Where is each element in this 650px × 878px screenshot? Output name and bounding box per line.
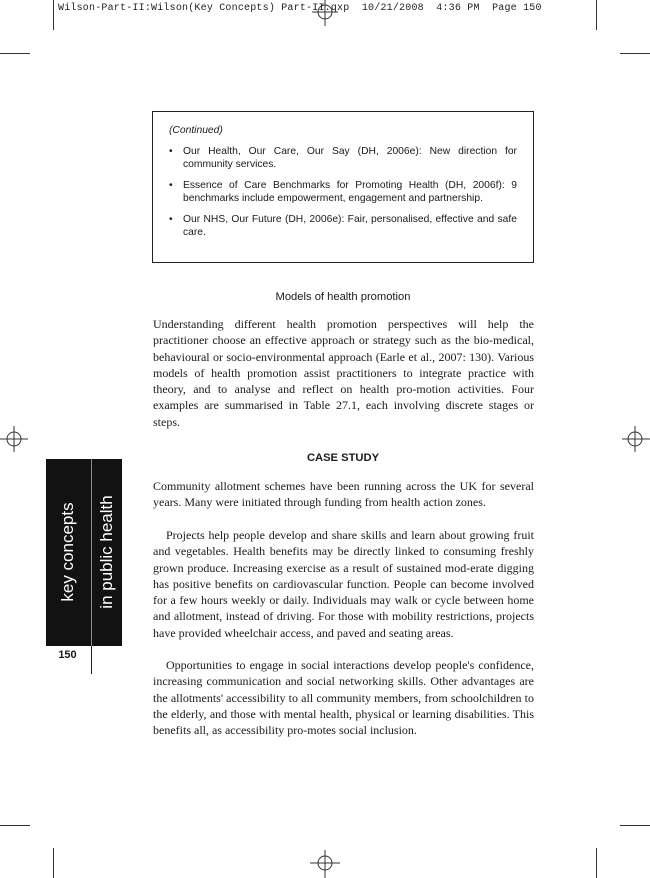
continued-policy-box bbox=[152, 111, 534, 263]
case-study-paragraph: Projects help people develop and share skills and learn about growing fruit and vegetables. Health benefits may be directly linked to consuming freshly grown produce. Increasing exercise as a result of sustained mod-erate digging has positive benefits on cardiovascular function. People can become involved for a few hours weekly or daily. Individuals may walk or cycle between home and allotment, instead of driving. For those with mobility restrictions, projects have provided wheelchair access, and paved and seating areas. bbox=[153, 528, 534, 640]
print-slug-line: Wilson-Part-II:Wilson(Key Concepts) Part-II.qxp 10/21/2008 4:36 PM Page 150 bbox=[58, 3, 542, 14]
section-heading: Models of health promotion bbox=[275, 291, 411, 303]
registration-mark-left-icon bbox=[0, 424, 30, 454]
policy-list-item: • Our Health, Our Care, Our Say (DH, 2006e): New direction for community services. bbox=[169, 145, 517, 171]
page-number-rule bbox=[91, 646, 92, 674]
crop-mark-top-right-h bbox=[620, 53, 650, 54]
case-study-paragraph: Community allotment schemes have been running across the UK for several years. Many were initiated through funding from health action zones. bbox=[153, 479, 534, 510]
registration-mark-right-icon bbox=[620, 424, 650, 454]
crop-mark-bottom-left-h bbox=[0, 825, 30, 826]
crop-mark-top-left-h bbox=[0, 53, 30, 54]
case-study-heading: CASE STUDY bbox=[306, 452, 380, 464]
crop-mark-bottom-right-h bbox=[620, 825, 650, 826]
crop-mark-bottom-right-v bbox=[596, 848, 597, 878]
book-series-side-tab bbox=[46, 459, 122, 646]
policy-list bbox=[169, 145, 517, 239]
case-study-paragraph: Opportunities to engage in social interactions develop people's confidence, increasing communication and social networking skills. Other advantages are the allotments' accessibility to all community members, from schoolchildren to the elderly, and those with mental health, physical or learning disabilities. This benefits all, as accessibility pro-motes social inclusion. bbox=[153, 658, 534, 738]
registration-mark-bottom-icon bbox=[310, 848, 340, 878]
continued-label: (Continued) bbox=[169, 125, 223, 136]
policy-list-item: • Our NHS, Our Future (DH, 2006e): Fair, personalised, effective and safe care. bbox=[169, 213, 517, 239]
policy-list-item: • Essence of Care Benchmarks for Promoting Health (DH, 2006f): 9 benchmarks include empowerment, engagement and partnership. bbox=[169, 179, 517, 205]
side-tab-line-1: key concepts bbox=[58, 502, 77, 602]
registration-mark-top-icon bbox=[310, 0, 340, 30]
crop-mark-bottom-left-v bbox=[53, 848, 54, 878]
side-tab-line-2: in public health bbox=[97, 495, 116, 609]
crop-mark-top-right-v bbox=[596, 0, 597, 30]
crop-mark-top-left-v bbox=[53, 0, 54, 30]
tab-divider bbox=[91, 459, 92, 646]
page-number: 150 bbox=[58, 649, 77, 661]
section-paragraph: Understanding different health promotion perspectives will help the practitioner choose an effective approach or strategy such as the bio-medical, behavioural or socio-environmental approach (Earle et al., 2007: 130). Various models of health promotion assist practitioners to integrate practice with theory, and to analyse and reflect on health pro-motion activities. Four examples are summarised in Table 27.1, each involving discrete stages or steps. bbox=[153, 317, 534, 429]
